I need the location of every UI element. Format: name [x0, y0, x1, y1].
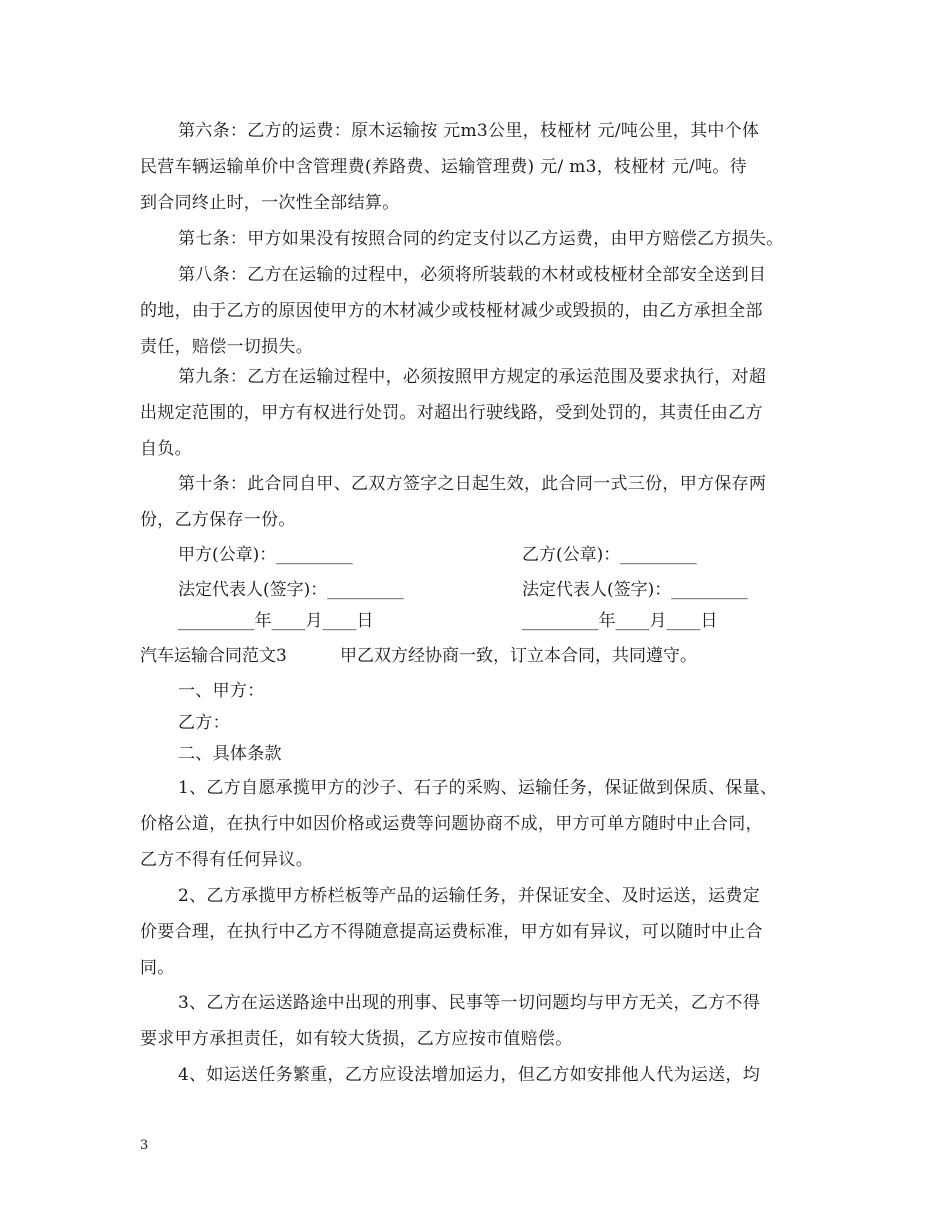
article-8-line-3: 责任，赔偿一切损失。 [140, 337, 313, 357]
clause-1-line-1: 1、乙方自愿承揽甲方的沙子、石子的采购、运输任务，保证做到保质、保量、 [178, 778, 778, 798]
clause-3-line-1: 3、乙方在运送路途中出现的刑事、民事等一切问题均与甲方无关，乙方不得 [178, 993, 761, 1013]
party-a-date: _________年____月____日 [178, 611, 374, 631]
clause-4-line-1: 4、如运送任务繁重，乙方应设法增加运力，但乙方如安排他人代为运送，均 [178, 1065, 761, 1085]
party-a-seal: 甲方(公章)：_________ [178, 545, 353, 565]
article-9-line-3: 自负。 [140, 439, 192, 459]
clauses-heading: 二、具体条款 [178, 744, 282, 764]
article-9-line-1: 第九条：乙方在运输过程中，必须按照甲方规定的承运范围及要求执行，对超 [178, 367, 767, 387]
section-intro: 甲乙双方经协商一致，订立本合同，共同遵守。 [340, 646, 697, 666]
clause-2-line-2: 价要合理，在执行中乙方不得随意提高运费标准，甲方如有异议，可以随时中止合 [140, 922, 763, 942]
party-b-date: _________年____月____日 [522, 611, 718, 631]
party-b-label: 乙方： [178, 713, 230, 733]
article-6-line-2: 民营车辆运输单价中含管理费(养路费、运输管理费) 元/ m3，枝桠材 元/吨。待 [140, 157, 747, 177]
article-10-line-2: 份，乙方保存一份。 [140, 510, 296, 530]
clause-2-line-3: 同。 [140, 958, 175, 978]
article-6-line-1: 第六条：乙方的运费：原木运输按 元m3公里，枝桠材 元/吨公里，其中个体 [178, 121, 760, 141]
clause-1-line-3: 乙方不得有任何异议。 [140, 850, 313, 870]
article-6-line-3: 到合同终止时，一次性全部结算。 [140, 193, 400, 213]
clause-3-line-2: 要求甲方承担责任，如有较大货损，乙方应按市值赔偿。 [140, 1029, 573, 1049]
party-b-seal: 乙方(公章)：_________ [522, 545, 697, 565]
article-8-line-2: 的地，由于乙方的原因使甲方的木材减少或枝桠材减少或毁损的，由乙方承担全部 [140, 301, 763, 321]
party-b-representative: 法定代表人(签字)：_________ [522, 580, 748, 600]
clause-1-line-2: 价格公道，在执行中如因价格或运费等问题协商不成，甲方可单方随时中止合同， [140, 814, 763, 834]
article-8-line-1: 第八条：乙方在运输的过程中，必须将所装载的木材或枝桠材全部安全送到目 [178, 265, 767, 285]
party-a-representative: 法定代表人(签字)：_________ [178, 580, 404, 600]
clause-2-line-1: 2、乙方承揽甲方桥栏板等产品的运输任务，并保证安全、及时运送，运费定 [178, 886, 761, 906]
party-a-label: 一、甲方： [178, 681, 265, 701]
page-number: 3 [140, 1138, 149, 1153]
article-10-line-1: 第十条：此合同自甲、乙双方签字之日起生效，此合同一式三份，甲方保存两 [178, 474, 767, 494]
section-title: 汽车运输合同范文3 [140, 646, 287, 666]
article-7-line-1: 第七条：甲方如果没有按照合同的约定支付以乙方运费，由甲方赔偿乙方损失。 [178, 229, 784, 249]
article-9-line-2: 出规定范围的，甲方有权进行处罚。对超出行驶线路，受到处罚的，其责任由乙方 [140, 403, 763, 423]
